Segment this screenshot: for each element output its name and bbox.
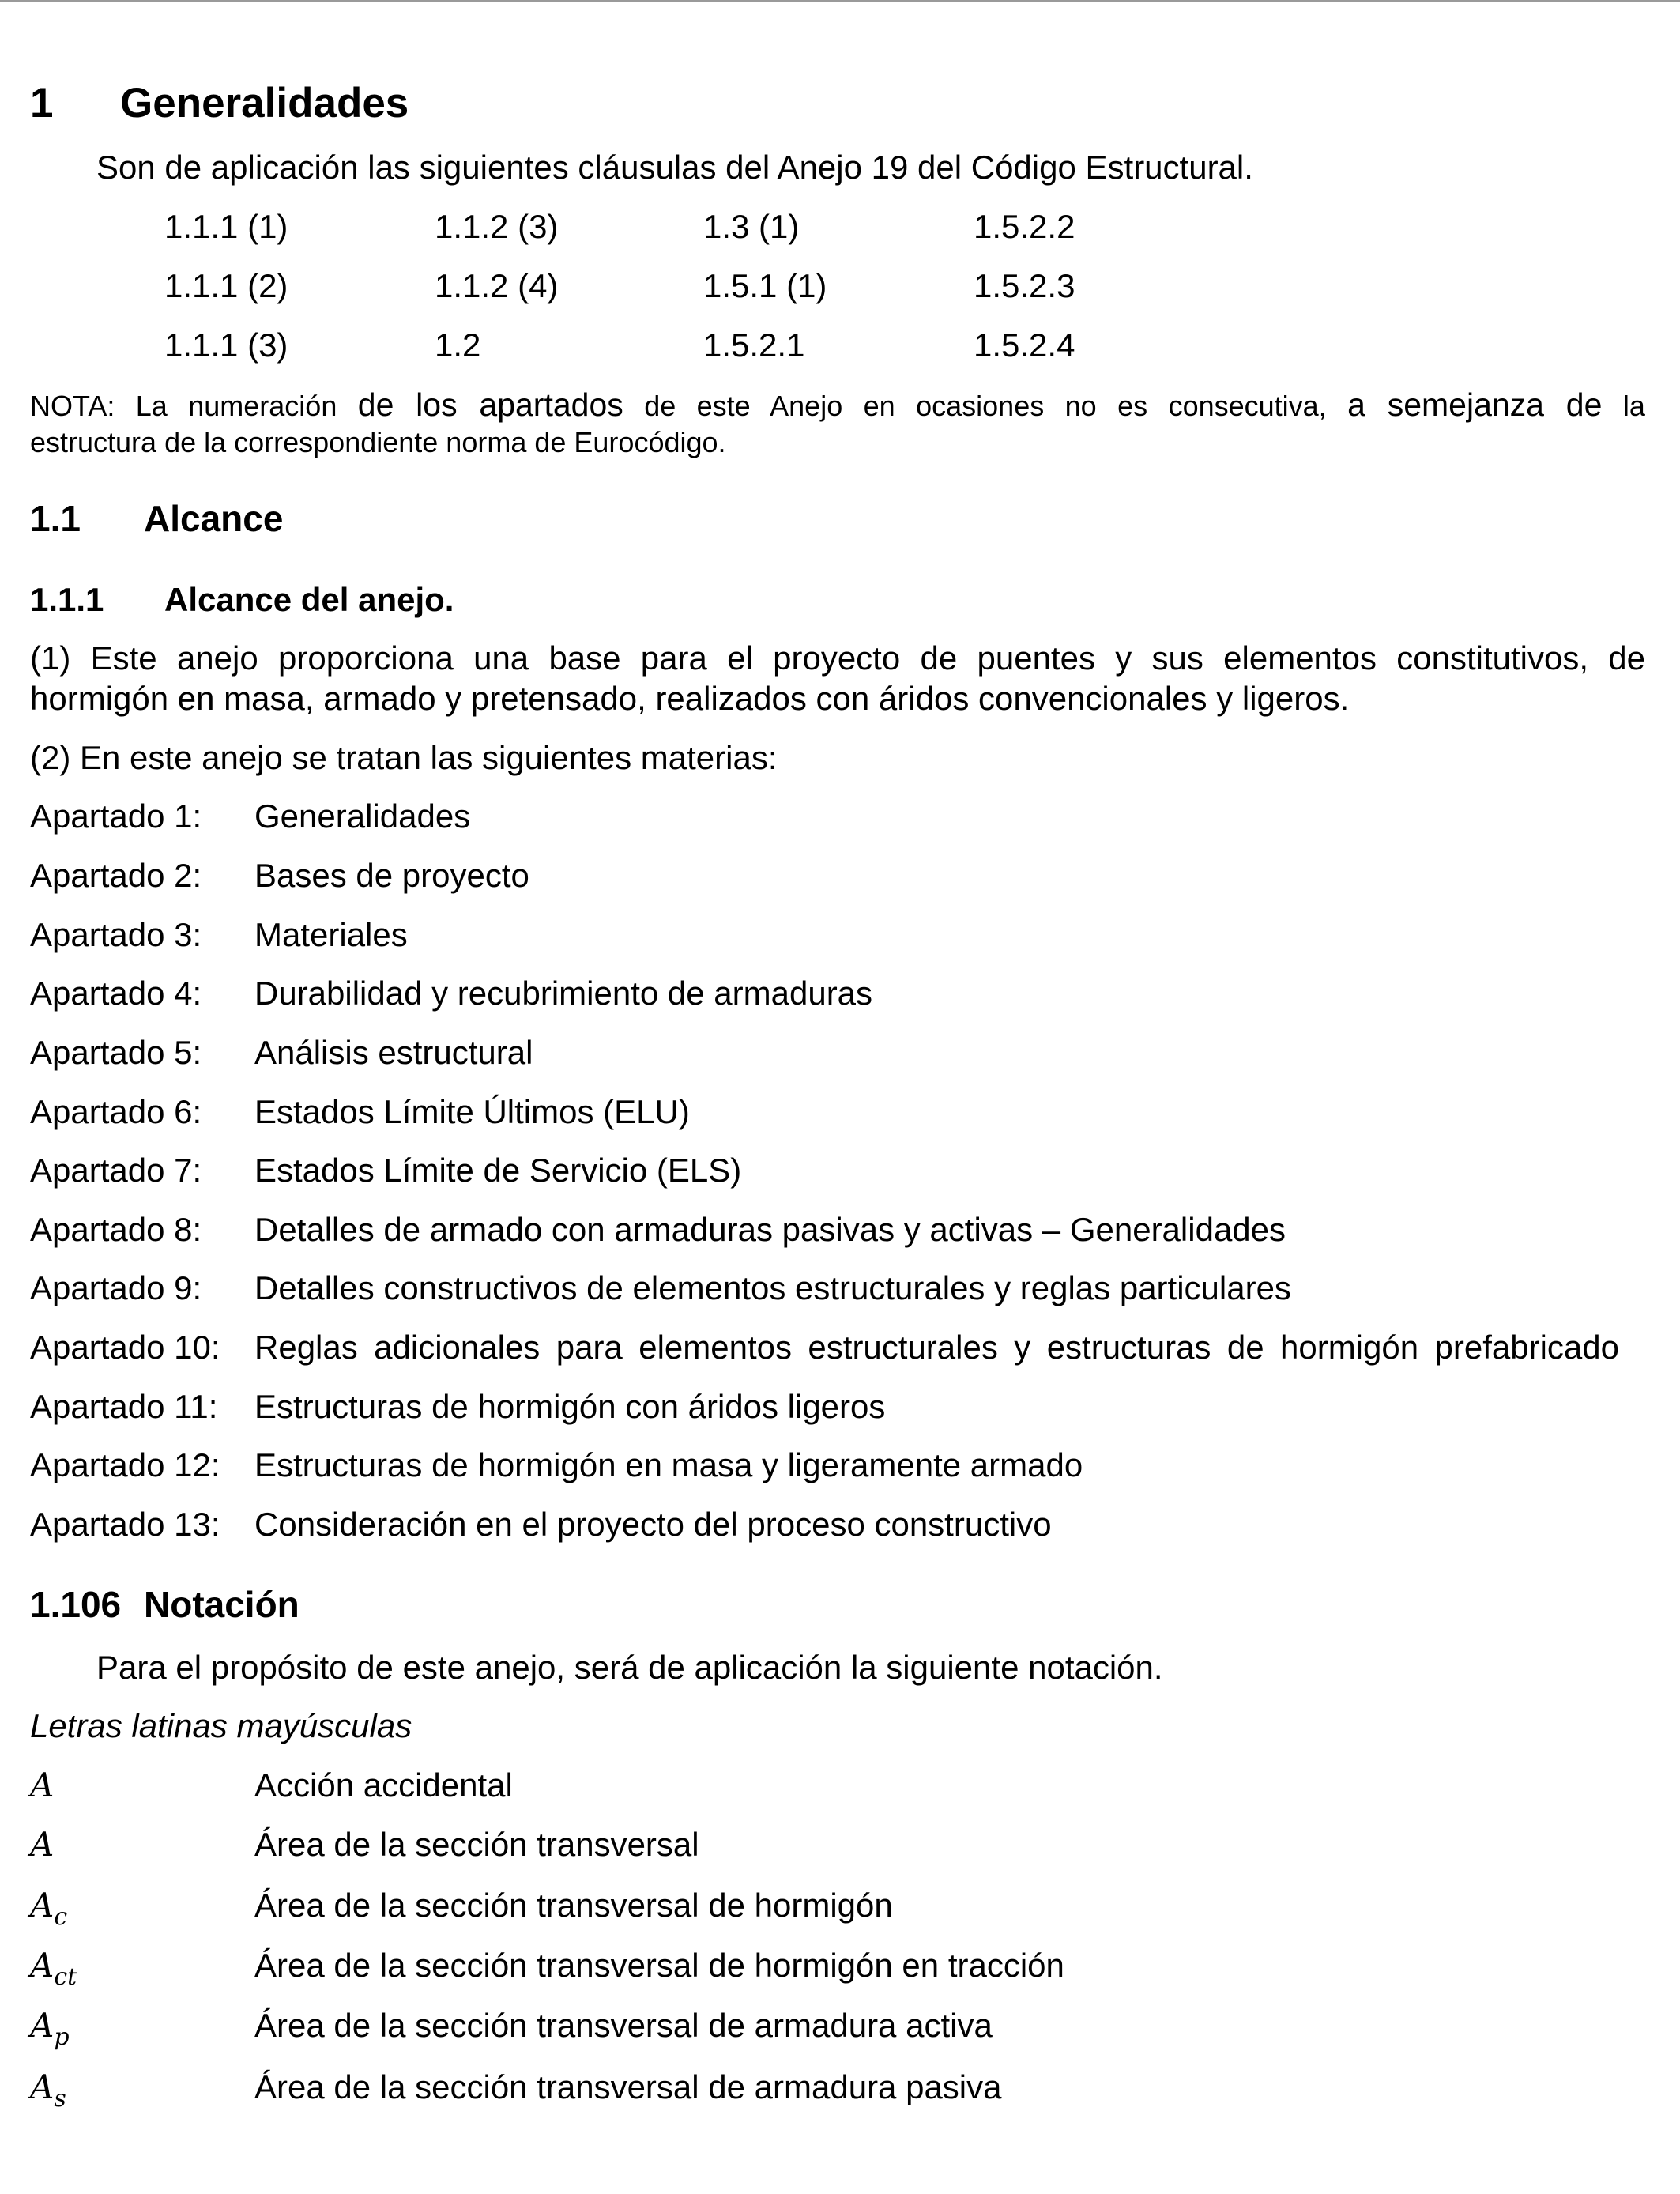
apartado-text: Consideración en el proyecto del proceso constructivo: [254, 1506, 1052, 1543]
apartado-text: Detalles de armado con armaduras pasivas y activas – Generalidades: [254, 1211, 1286, 1248]
symbol: $A_c$: [30, 1886, 68, 1931]
note-line-2: estructura de la correspondiente norma de Eurocódigo.: [30, 426, 726, 458]
section-1-1-1-title: Alcance del anejo.: [164, 581, 454, 618]
section-1-intro: Son de aplicación las siguientes cláusulas del Anejo 19 del Código Estructural.: [96, 149, 1253, 186]
note-word: consecutiva,: [1168, 390, 1327, 422]
symbol-description: Área de la sección transversal de armadura pasiva: [254, 2068, 1002, 2105]
note-word: La: [135, 390, 168, 422]
page-top-border: [0, 0, 1680, 2]
note-word: a semejanza de: [1347, 386, 1603, 423]
apartado-label: Apartado 5:: [30, 1034, 202, 1071]
section-1-106-title: Notación: [144, 1584, 299, 1625]
clause-cell: 1.5.2.4: [974, 326, 1075, 364]
section-1-1-title: Alcance: [144, 498, 284, 539]
clause-cell: 1.2: [435, 326, 481, 364]
symbol: A: [30, 1766, 55, 1804]
note-word: este: [696, 390, 751, 422]
apartado-text: Generalidades: [254, 797, 471, 835]
apartado-text: Materiales: [254, 916, 408, 953]
note-word: en: [863, 390, 895, 422]
apartado-text: Detalles constructivos de elementos estructurales y reglas particulares: [254, 1269, 1291, 1306]
symbol-description: Área de la sección transversal de hormigón en tracción: [254, 1947, 1064, 1984]
apartado-text: Estructuras de hormigón con áridos ligeros: [254, 1388, 886, 1425]
note-word: de los apartados: [357, 386, 623, 423]
clause-cell: 1.1.2 (3): [435, 208, 559, 245]
clause-cell: 1.5.2.2: [974, 208, 1075, 245]
section-1-number: 1: [30, 80, 54, 126]
apartado-text: Análisis estructural: [254, 1034, 533, 1071]
paragraph-1-line-1: (1) Este anejo proporciona una base para el proyecto de puentes y sus elementos constitutivos, de: [30, 639, 1645, 677]
note-line-1: [30, 386, 1645, 423]
clause-cell: 1.1.1 (3): [164, 326, 288, 364]
apartado-text: Durabilidad y recubrimiento de armaduras: [254, 974, 873, 1012]
note-word: la: [1622, 390, 1645, 422]
paragraph-1-line-2: hormigón en masa, armado y pretensado, realizados con áridos convencionales y ligeros.: [30, 680, 1350, 717]
notation-subheading: Letras latinas mayúsculas: [30, 1707, 412, 1744]
apartado-label: Apartado 8:: [30, 1211, 202, 1248]
clause-cell: 1.3 (1): [703, 208, 800, 245]
section-1-106-number: 1.106: [30, 1584, 122, 1625]
apartado-label: Apartado 10:: [30, 1329, 220, 1366]
note-word: ocasiones: [916, 390, 1045, 422]
note-word: NOTA:: [30, 390, 115, 422]
symbol-description: Acción accidental: [254, 1766, 513, 1804]
symbol: $A_s$: [30, 2068, 66, 2113]
apartado-label: Apartado 9:: [30, 1269, 202, 1306]
apartado-label: Apartado 1:: [30, 797, 202, 835]
apartado-text: Estructuras de hormigón en masa y ligeramente armado: [254, 1446, 1083, 1483]
note-word: de: [644, 390, 676, 422]
apartado-label: Apartado 7:: [30, 1152, 202, 1189]
symbol-description: Área de la sección transversal: [254, 1826, 699, 1863]
apartado-label: Apartado 13:: [30, 1506, 220, 1543]
symbol-description: Área de la sección transversal de armadura activa: [254, 2007, 993, 2044]
note-word: numeración: [188, 390, 337, 422]
apartado-label: Apartado 11:: [30, 1388, 218, 1425]
symbol: $A_{ct}$: [30, 1946, 77, 1991]
section-1-1-number: 1.1: [30, 498, 81, 539]
paragraph-2: (2) En este anejo se tratan las siguientes materias:: [30, 739, 778, 776]
symbol: A: [30, 1825, 55, 1864]
clause-cell: 1.5.1 (1): [703, 267, 827, 304]
apartado-text: Estados Límite Últimos (ELU): [254, 1093, 690, 1130]
apartado-label: Apartado 4:: [30, 974, 202, 1012]
clause-cell: 1.1.1 (1): [164, 208, 288, 245]
apartado-text: Bases de proyecto: [254, 857, 529, 894]
section-1-1-1-number: 1.1.1: [30, 581, 104, 618]
apartado-text: Estados Límite de Servicio (ELS): [254, 1152, 742, 1189]
apartado-text: Reglas adicionales para elementos estructurales y estructuras de hormigón prefabricado: [254, 1329, 1619, 1366]
clause-cell: 1.5.2.3: [974, 267, 1075, 304]
apartado-label: Apartado 3:: [30, 916, 202, 953]
apartado-label: Apartado 2:: [30, 857, 202, 894]
apartado-label: Apartado 6:: [30, 1093, 202, 1130]
clause-cell: 1.1.2 (4): [435, 267, 559, 304]
clause-cell: 1.1.1 (2): [164, 267, 288, 304]
symbol: $A_p$: [30, 2006, 70, 2051]
note-word: no: [1064, 390, 1097, 422]
note-word: Anejo: [770, 390, 843, 422]
section-1-title: Generalidades: [120, 80, 409, 126]
note-word: es: [1117, 390, 1148, 422]
notation-intro: Para el propósito de este anejo, será de aplicación la siguiente notación.: [96, 1649, 1163, 1686]
clause-cell: 1.5.2.1: [703, 326, 805, 364]
apartado-label: Apartado 12:: [30, 1446, 220, 1483]
symbol-description: Área de la sección transversal de hormigón: [254, 1887, 893, 1924]
